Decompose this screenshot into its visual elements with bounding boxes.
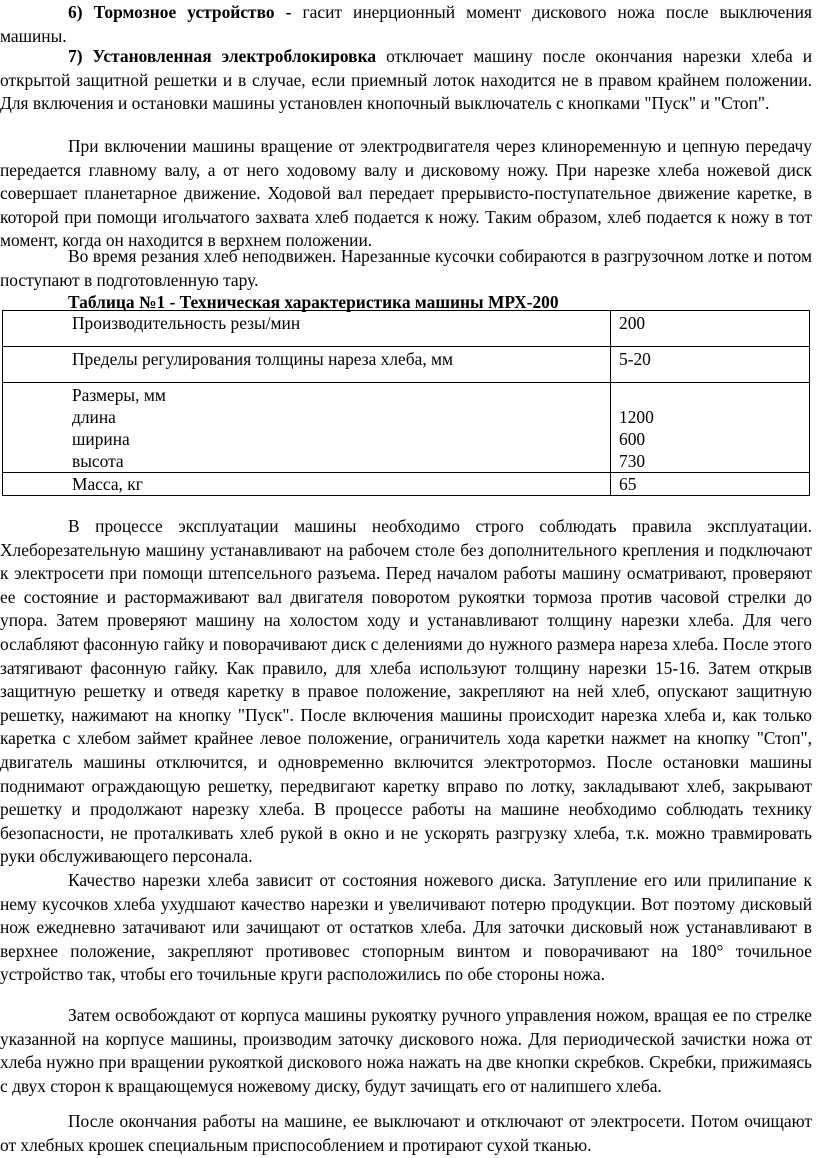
electro-lock-label: 7) Установленная электроблокировка (68, 46, 377, 66)
paragraph-operation: В процессе эксплуатации машины необходимо строго соблюдать правила эксплуатации. Хлеборезательную машину устанавливают на рабочем столе без дополнительного крепления и подключают к электросети при помощи штепсельного разъема. Перед началом работы машину осматривают, проверяют ее состояние и растормаживают вал двигателя поворотом рукоятки тормоза против часовой стрелки до упора. Затем проверяют машину на холостом ходу и устанавливают толщину нарезки хлеба. Для чего ослабляют фасонную гайку и поворачивают диск с делениями до нужного размера нареза хлеба. После этого затягивают фасонную гайку. Как правило, для хлеба используют толщину нарезки 15-16. Затем открыв защитную решетку и отведя каретку в правое положение, закрепляют на ней хлеб, опускают защитную решетку, нажимают на кнопку "Пуск". После включения машины происходит нарезка хлеба и, как только каретка с хлебом займет крайнее левое положение, ограничитель хода каретки нажмет на кнопку "Стоп", двигатель машины отключится, и одновременно включится электротормоз. После остановки машины поднимают ограждающую решетку, передвигают каретку вправо по лотку, закладывают хлеб, закрывают решетку и продолжают нарезку хлеба. В процессе работы на машине необходимо соблюдать технику безопасности, не проталкивать хлеб рукой в окно и не ускорять разгрузку хлеба, т.к. можно травмировать руки обслуживающего персонала. (0, 516, 812, 867)
table-cell-value: 200 (611, 311, 810, 347)
table-cell-value: 65 (611, 473, 810, 496)
dimension-length-label: длина (72, 407, 116, 427)
paragraph-cleaning: После окончания работы на машине, ее выключают и отключают от электросети. Потом очищают от хлебных крошек специальным приспособлением и протирают сухой тканью. (0, 1111, 812, 1155)
dimension-height-label: высота (72, 451, 124, 471)
paragraph-knife-quality: Качество нарезки хлеба зависит от состояния ножевого диска. Затупление его или прилипание к нему кусочков хлеба ухудшают качество нарезки и увеличивают потерю продукции. Вот поэтому дисковый нож ежедневно затачивают или зачищают от остатков хлеба. Для заточки дисковый нож устанавливают в верхнее положение, закрепляют противовес стопорным винтом и поворачивают на 180° точильное устройство так, чтобы его точильные круги расположились по обе стороны ножа. (0, 870, 812, 985)
dimension-length-value: 1200 (619, 407, 654, 427)
brake-device-text: гасит инерционный момент дискового ножа после выключения машины. (0, 2, 812, 46)
dimension-width-label: ширина (72, 429, 130, 449)
table-row (3, 383, 810, 473)
dimensions-label: Размеры, мм (72, 385, 166, 405)
paragraph-electro-lock (0, 45, 812, 116)
table-cell-param (3, 383, 611, 473)
paragraph-sharpening: Затем освобождают от корпуса машины рукоятку ручного управления ножом, вращая ее по стрелке указанной на корпусе машины, производим заточку дискового ножа. Для периодической зачистки ножа от хлеба нужно при вращении рукояткой дискового ножа нажать на две кнопки скребков. Скребки, прижимаясь с двух сторон к вращающемуся ножевому диску, будут зачищать его от налипшего хлеба. (0, 1005, 812, 1096)
table-row (3, 473, 810, 496)
table-row (3, 311, 810, 347)
paragraph-cutting: Во время резания хлеб неподвижен. Нарезанные кусочки собираются в разгрузочном лотке и потом поступают в подготовленную тару. (0, 246, 812, 290)
table-cell-param: Производительность резы/мин (3, 311, 611, 347)
table-cell-value (611, 383, 810, 473)
table-cell-param: Пределы регулирования толщины нареза хлеба, мм (3, 347, 611, 383)
electro-lock-text: отключает машину после окончания нарезки хлеба и открытой защитной решетки и в случае, если приемный лоток находится не в правом крайнем положении. Для включения и остановки машины установлен кнопочный выключатель с кнопками "Пуск" и "Стоп". (0, 46, 812, 114)
spec-table (2, 310, 810, 496)
paragraph-brake-device (0, 1, 812, 48)
paragraph-drive-description: При включении машины вращение от электродвигателя через клиноременную и цепную передачу передается главному валу, а от него ходовому валу и дисковому ножу. При нарезке хлеба ножевой диск совершает планетарное движение. Ходовой вал передает прерывисто-поступательное движение каретке, в которой при помощи игольчатого захвата хлеб подается к ножу. Таким образом, хлеб подается к ножу в тот момент, когда он находится в верхнем положении. (0, 136, 812, 251)
dimension-width-value: 600 (619, 429, 646, 449)
table-caption: Таблица №1 - Техническая характеристика машины МРХ-200 (68, 292, 559, 312)
dimension-height-value: 730 (619, 451, 646, 471)
table-cell-param: Масса, кг (3, 473, 611, 496)
brake-device-label: 6) Тормозное устройство - (68, 2, 303, 22)
table-row (3, 347, 810, 383)
table-cell-value: 5-20 (611, 347, 810, 383)
